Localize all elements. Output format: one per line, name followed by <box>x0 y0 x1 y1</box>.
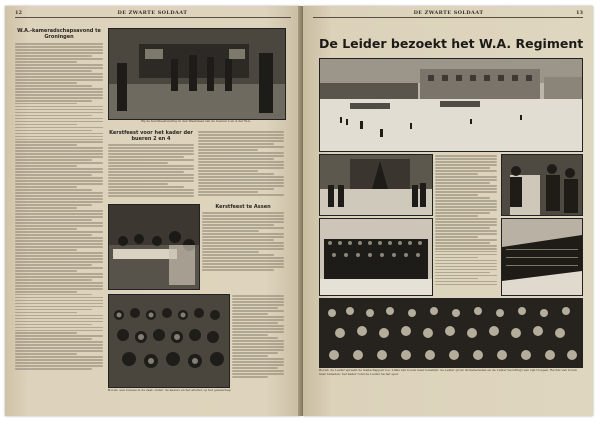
text-line <box>232 295 284 297</box>
text-line <box>108 150 194 152</box>
text-line <box>435 176 497 178</box>
text-line <box>108 189 194 191</box>
text-line <box>232 307 278 309</box>
text-line <box>202 230 259 232</box>
text-line <box>15 112 103 114</box>
text-line <box>232 352 278 354</box>
text-line <box>232 334 268 336</box>
article2-body-continued <box>198 131 284 195</box>
text-line <box>198 176 284 178</box>
text-line <box>15 353 77 355</box>
text-line <box>15 198 103 200</box>
text-line <box>15 67 103 69</box>
text-line <box>15 171 103 173</box>
left-page-number: 12 <box>15 10 22 16</box>
right-article-body <box>435 155 497 285</box>
text-line <box>198 170 258 172</box>
text-line <box>15 294 92 296</box>
text-line <box>435 155 497 157</box>
text-line <box>15 49 103 51</box>
text-line <box>435 227 490 229</box>
text-line <box>435 197 490 199</box>
text-line <box>435 266 497 268</box>
text-line <box>232 310 284 312</box>
text-line <box>435 251 497 253</box>
text-line <box>435 254 497 256</box>
text-line <box>15 344 103 346</box>
text-line <box>108 183 168 185</box>
text-line <box>15 88 103 90</box>
text-line <box>15 177 103 179</box>
text-line <box>15 106 103 108</box>
text-line <box>15 279 92 281</box>
text-line <box>232 343 284 345</box>
text-line <box>435 164 497 166</box>
text-line <box>15 52 103 54</box>
text-line <box>435 209 497 211</box>
text-line <box>15 153 103 155</box>
text-line <box>202 266 284 268</box>
text-line <box>15 222 103 224</box>
article1-heading: W.A.-kameradschapsavond te Groningen <box>17 28 101 40</box>
text-line <box>202 254 274 256</box>
text-line <box>15 213 103 215</box>
text-line <box>435 233 497 235</box>
text-line <box>15 356 103 358</box>
text-line <box>108 171 184 173</box>
text-line <box>435 212 490 214</box>
article3-body-continued <box>232 295 284 377</box>
left-page <box>5 6 301 416</box>
text-line <box>15 168 103 170</box>
text-line <box>202 212 284 214</box>
text-line <box>15 225 103 227</box>
text-line <box>202 218 284 220</box>
text-line <box>232 337 278 339</box>
text-line <box>15 115 92 117</box>
text-line <box>15 180 103 182</box>
text-line <box>435 191 497 193</box>
text-line <box>435 188 497 190</box>
text-line <box>202 215 284 217</box>
text-line <box>15 347 103 349</box>
text-line <box>108 192 194 194</box>
right-running-title: DE ZWARTE SOLDAAT <box>413 10 484 16</box>
text-line <box>108 186 184 188</box>
article3-body <box>202 212 284 271</box>
text-line <box>108 144 194 146</box>
text-line <box>435 245 497 247</box>
text-line <box>15 130 92 132</box>
text-line <box>435 260 497 262</box>
text-line <box>15 330 103 332</box>
article2-heading: Kerstfeest voor het kader der bueren 2 en 4 <box>109 130 193 142</box>
text-line <box>232 316 284 318</box>
text-line <box>15 70 92 72</box>
text-line <box>15 64 103 66</box>
text-line <box>15 103 77 105</box>
text-line <box>435 224 497 226</box>
left-running-title: DE ZWARTE SOLDAAT <box>117 10 188 16</box>
left-column-3 <box>198 130 284 202</box>
text-line <box>435 284 497 286</box>
troops-photo-left <box>319 218 433 296</box>
text-line <box>232 373 284 375</box>
text-line <box>202 239 274 241</box>
text-line <box>15 121 103 123</box>
text-line <box>15 109 103 111</box>
text-line <box>15 332 77 334</box>
text-line <box>198 185 284 187</box>
article1-body <box>15 43 103 370</box>
text-line <box>435 182 490 184</box>
text-line <box>435 158 497 160</box>
text-line <box>15 43 103 45</box>
text-line <box>15 264 92 266</box>
text-line <box>435 263 497 265</box>
text-line <box>15 252 103 254</box>
text-line <box>202 233 284 235</box>
text-line <box>198 131 284 133</box>
text-line <box>15 124 77 126</box>
text-line <box>15 210 103 212</box>
text-line <box>15 219 92 221</box>
officers-photo <box>501 154 583 216</box>
middle-photo <box>108 204 200 290</box>
left-running-head <box>15 9 291 18</box>
text-line <box>108 147 194 149</box>
text-line <box>15 85 92 87</box>
text-line <box>15 186 77 188</box>
bottom-photo <box>108 294 230 388</box>
text-line <box>15 139 103 141</box>
text-line <box>15 231 103 233</box>
text-line <box>435 236 478 238</box>
right-running-head <box>313 9 583 18</box>
right-article-column <box>435 154 497 294</box>
text-line <box>15 195 103 197</box>
text-line <box>232 325 284 327</box>
text-line <box>15 91 103 93</box>
text-line <box>435 206 497 208</box>
text-line <box>108 177 194 179</box>
text-line <box>15 261 103 263</box>
text-line <box>202 236 284 238</box>
text-line <box>232 361 284 363</box>
text-line <box>198 173 274 175</box>
text-line <box>15 201 103 203</box>
text-line <box>15 282 103 284</box>
text-line <box>108 156 184 158</box>
text-line <box>15 162 103 164</box>
text-line <box>15 228 77 230</box>
text-line <box>108 174 194 176</box>
text-line <box>232 328 284 330</box>
text-line <box>15 309 92 311</box>
text-line <box>232 349 284 351</box>
text-line <box>15 243 103 245</box>
text-line <box>232 364 284 366</box>
text-line <box>15 183 103 185</box>
text-line <box>108 159 194 161</box>
text-line <box>232 340 284 342</box>
text-line <box>202 227 284 229</box>
text-line <box>15 165 77 167</box>
left-column-2 <box>108 130 194 202</box>
text-line <box>202 248 284 250</box>
text-line <box>198 134 284 136</box>
main-title: De Leider bezoekt het W.A. Regiment <box>319 36 584 51</box>
text-line <box>198 179 284 181</box>
text-line <box>108 162 168 164</box>
text-line <box>435 173 478 175</box>
text-line <box>15 267 103 269</box>
text-line <box>15 97 103 99</box>
text-line <box>15 303 103 305</box>
text-line <box>435 179 497 181</box>
article3-heading: Kerstfeest te Assen <box>215 204 271 210</box>
magazine-spread <box>5 6 593 418</box>
text-line <box>232 319 284 321</box>
text-line <box>202 260 284 262</box>
text-line <box>15 327 103 329</box>
text-line <box>15 321 103 323</box>
text-line <box>15 368 92 370</box>
right-page <box>303 6 593 416</box>
text-line <box>15 255 103 257</box>
text-line <box>435 242 490 244</box>
text-line <box>198 188 274 190</box>
text-line <box>435 170 497 172</box>
text-line <box>435 278 478 280</box>
text-line <box>15 249 77 251</box>
text-line <box>435 239 497 241</box>
text-line <box>202 269 274 271</box>
text-line <box>202 263 284 265</box>
text-line <box>435 185 497 187</box>
text-line <box>232 301 284 303</box>
text-line <box>15 73 103 75</box>
text-line <box>15 270 77 272</box>
text-line <box>435 272 490 274</box>
tree-photo <box>319 154 433 216</box>
text-line <box>108 195 194 197</box>
left-column-3-lower <box>202 204 284 288</box>
text-line <box>202 245 284 247</box>
text-line <box>198 152 284 154</box>
text-line <box>198 191 258 193</box>
text-line <box>202 242 284 244</box>
text-line <box>232 304 284 306</box>
right-bottom-caption: Boven: de Leider spreekt de manschappen toe. Links van boven naar beneden: de Leider groet de kameraden en de Leider bezichtigt een zijn troepen. Rechts van boven naar beneden: het kader rond de Leider na het spel. <box>319 368 577 376</box>
left-column-1 <box>15 28 103 388</box>
text-line <box>15 204 92 206</box>
text-line <box>198 143 274 145</box>
text-line <box>108 168 194 170</box>
text-line <box>198 194 284 196</box>
text-line <box>15 276 103 278</box>
text-line <box>15 300 103 302</box>
text-line <box>232 367 278 369</box>
text-line <box>15 297 103 299</box>
text-line <box>435 257 478 259</box>
text-line <box>232 322 278 324</box>
text-line <box>15 79 103 81</box>
text-line <box>15 237 103 239</box>
top-photo <box>108 28 286 120</box>
text-line <box>15 365 103 367</box>
text-line <box>15 159 92 161</box>
left-bottom-caption: Boven: een bureau in de zaal; onder: de kaders en het afschot op het gezelschap <box>108 388 231 392</box>
text-line <box>198 146 284 148</box>
text-line <box>435 230 497 232</box>
text-line <box>435 281 497 283</box>
barracks-photo <box>319 58 583 152</box>
text-line <box>15 141 103 143</box>
text-line <box>15 192 103 194</box>
text-line <box>198 140 284 142</box>
text-line <box>15 341 103 343</box>
text-line <box>198 167 284 169</box>
text-line <box>15 350 103 352</box>
text-line <box>435 221 497 223</box>
text-line <box>15 318 103 320</box>
text-line <box>15 136 103 138</box>
text-line <box>15 315 103 317</box>
text-line <box>15 58 103 60</box>
crowd-photo <box>319 298 583 368</box>
text-line <box>15 288 103 290</box>
text-line <box>435 194 478 196</box>
text-line <box>202 257 284 259</box>
text-line <box>108 165 194 167</box>
text-line <box>15 118 103 120</box>
text-line <box>15 82 77 84</box>
left-column-4-lower <box>232 294 284 386</box>
text-line <box>15 207 77 209</box>
text-line <box>15 147 103 149</box>
text-line <box>202 221 284 223</box>
text-line <box>198 161 284 163</box>
text-line <box>15 338 92 340</box>
text-line <box>435 269 497 271</box>
text-line <box>198 164 284 166</box>
text-line <box>232 358 284 360</box>
text-line <box>108 153 194 155</box>
text-line <box>198 149 258 151</box>
text-line <box>198 155 284 157</box>
text-line <box>15 216 103 218</box>
text-line <box>108 180 194 182</box>
text-line <box>15 306 103 308</box>
text-line <box>15 133 103 135</box>
text-line <box>198 158 274 160</box>
troops-photo-right <box>501 218 583 296</box>
text-line <box>15 324 92 326</box>
text-line <box>232 313 268 315</box>
text-line <box>435 248 497 250</box>
text-line <box>435 161 497 163</box>
right-page-number: 13 <box>576 10 583 16</box>
text-line <box>435 167 490 169</box>
text-line <box>202 251 259 253</box>
text-line <box>232 376 268 378</box>
text-line <box>15 144 77 146</box>
text-line <box>202 224 274 226</box>
text-line <box>198 182 284 184</box>
text-line <box>15 258 103 260</box>
text-line <box>15 127 103 129</box>
text-line <box>15 246 103 248</box>
text-line <box>435 218 497 220</box>
text-line <box>232 331 284 333</box>
text-line <box>15 94 103 96</box>
text-line <box>15 150 103 152</box>
text-line <box>15 359 103 361</box>
article2-body <box>108 144 194 197</box>
text-line <box>15 234 92 236</box>
text-line <box>435 275 497 277</box>
text-line <box>15 362 103 364</box>
text-line <box>435 215 478 217</box>
text-line <box>15 46 103 48</box>
text-line <box>15 335 103 337</box>
top-photo-caption: Bij de Kerstfeestviering in den Waarstaat van de bueren 2 en 4 der W.A. <box>141 119 251 123</box>
text-line <box>435 203 497 205</box>
text-line <box>232 298 284 300</box>
text-line <box>15 273 103 275</box>
text-line <box>15 174 92 176</box>
text-line <box>15 55 92 57</box>
text-line <box>15 240 103 242</box>
text-line <box>15 285 103 287</box>
text-line <box>232 346 284 348</box>
text-line <box>15 156 103 158</box>
text-line <box>15 76 103 78</box>
text-line <box>435 200 497 202</box>
text-line <box>232 355 268 357</box>
text-line <box>15 61 77 63</box>
text-line <box>15 189 92 191</box>
text-line <box>15 291 77 293</box>
text-line <box>198 137 284 139</box>
text-line <box>15 312 77 314</box>
text-line <box>15 100 92 102</box>
text-line <box>232 370 284 372</box>
